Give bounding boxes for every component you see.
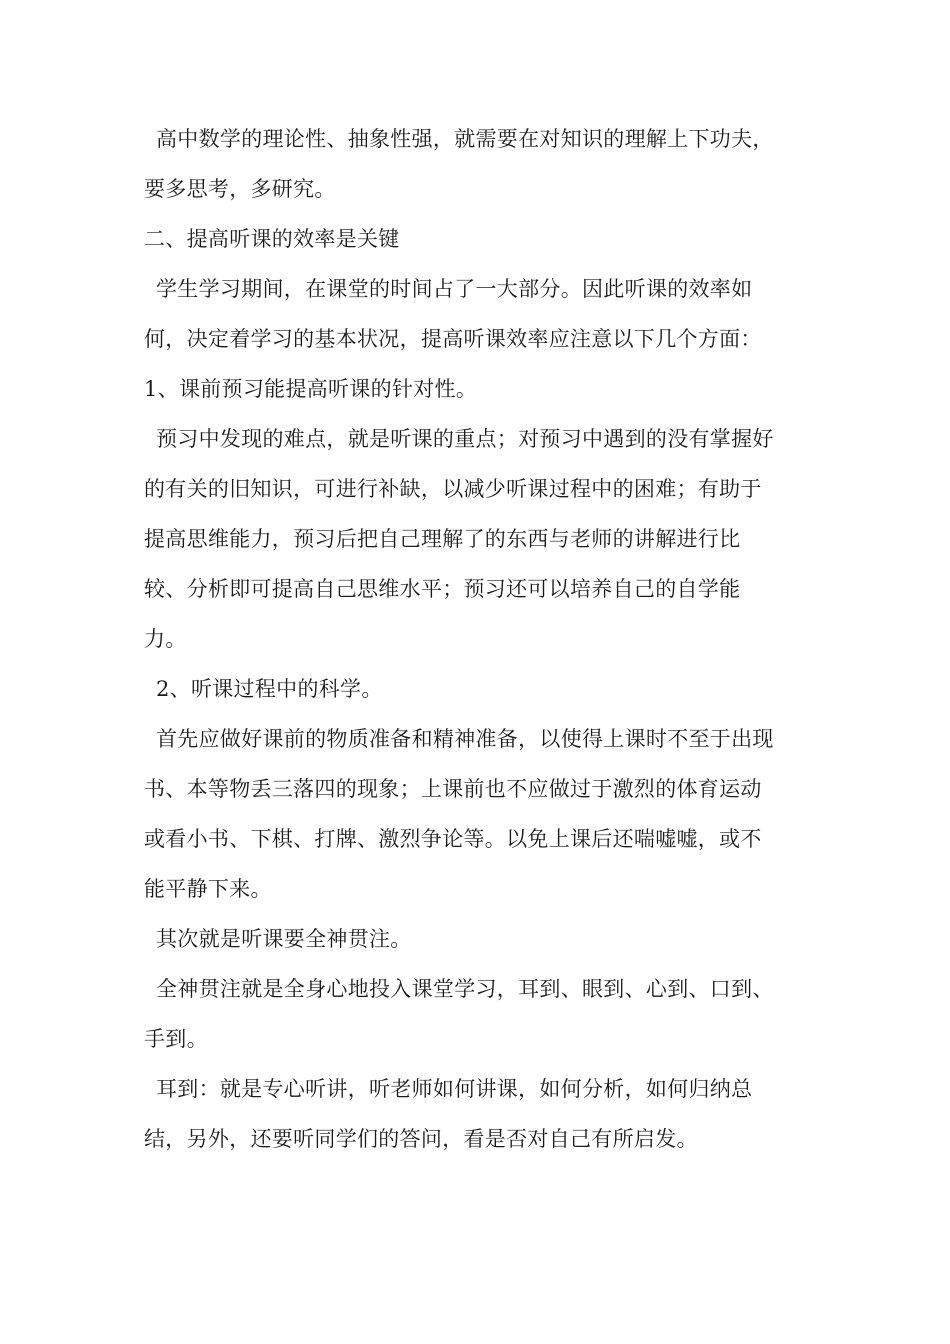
text-line: 手到。 xyxy=(144,1027,208,1051)
text-line: 能平静下来。 xyxy=(144,877,272,901)
text-line: 耳到：就是专心听讲，听老师如何讲课，如何分析，如何归纳总 xyxy=(156,1077,753,1101)
text-line: 的有关的旧知识，可进行补缺，以减少听课过程中的困难；有助于 xyxy=(144,477,762,501)
subsection-heading: 2、听课过程中的科学。 xyxy=(156,677,383,701)
text-line: 首先应做好课前的物质准备和精神准备，以使得上课时不至于出现 xyxy=(156,727,774,751)
text-line: 预习中发现的难点，就是听课的重点；对预习中遇到的没有掌握好 xyxy=(156,427,774,451)
subsection-heading: 1、课前预习能提高听课的针对性。 xyxy=(144,377,478,401)
text-line: 全神贯注就是全身心地投入课堂学习，耳到、眼到、心到、口到、 xyxy=(156,977,774,1001)
text-line: 学生学习期间，在课堂的时间占了一大部分。因此听课的效率如 xyxy=(156,277,753,301)
text-line: 或看小书、下棋、打牌、激烈争论等。以免上课后还喘嘘嘘，或不 xyxy=(144,827,762,851)
text-line: 何，决定着学习的基本状况，提高听课效率应注意以下几个方面： xyxy=(144,327,762,351)
text-line: 结，另外，还要听同学们的答问，看是否对自己有所启发。 xyxy=(144,1127,698,1151)
text-line: 要多思考，多研究。 xyxy=(144,177,336,201)
text-line: 高中数学的理论性、抽象性强，就需要在对知识的理解上下功夫， xyxy=(156,127,774,151)
text-line: 提高思维能力，预习后把自己理解了的东西与老师的讲解进行比 xyxy=(144,527,741,551)
text-line: 力。 xyxy=(144,627,187,651)
document-body xyxy=(144,114,814,1164)
text-line: 书、本等物丢三落四的现象；上课前也不应做过于激烈的体育运动 xyxy=(144,777,762,801)
section-heading: 二、提高听课的效率是关键 xyxy=(144,227,400,251)
text-line: 其次就是听课要全神贯注。 xyxy=(156,927,412,951)
text-line: 较、分析即可提高自己思维水平；预习还可以培养自己的自学能 xyxy=(144,577,741,601)
